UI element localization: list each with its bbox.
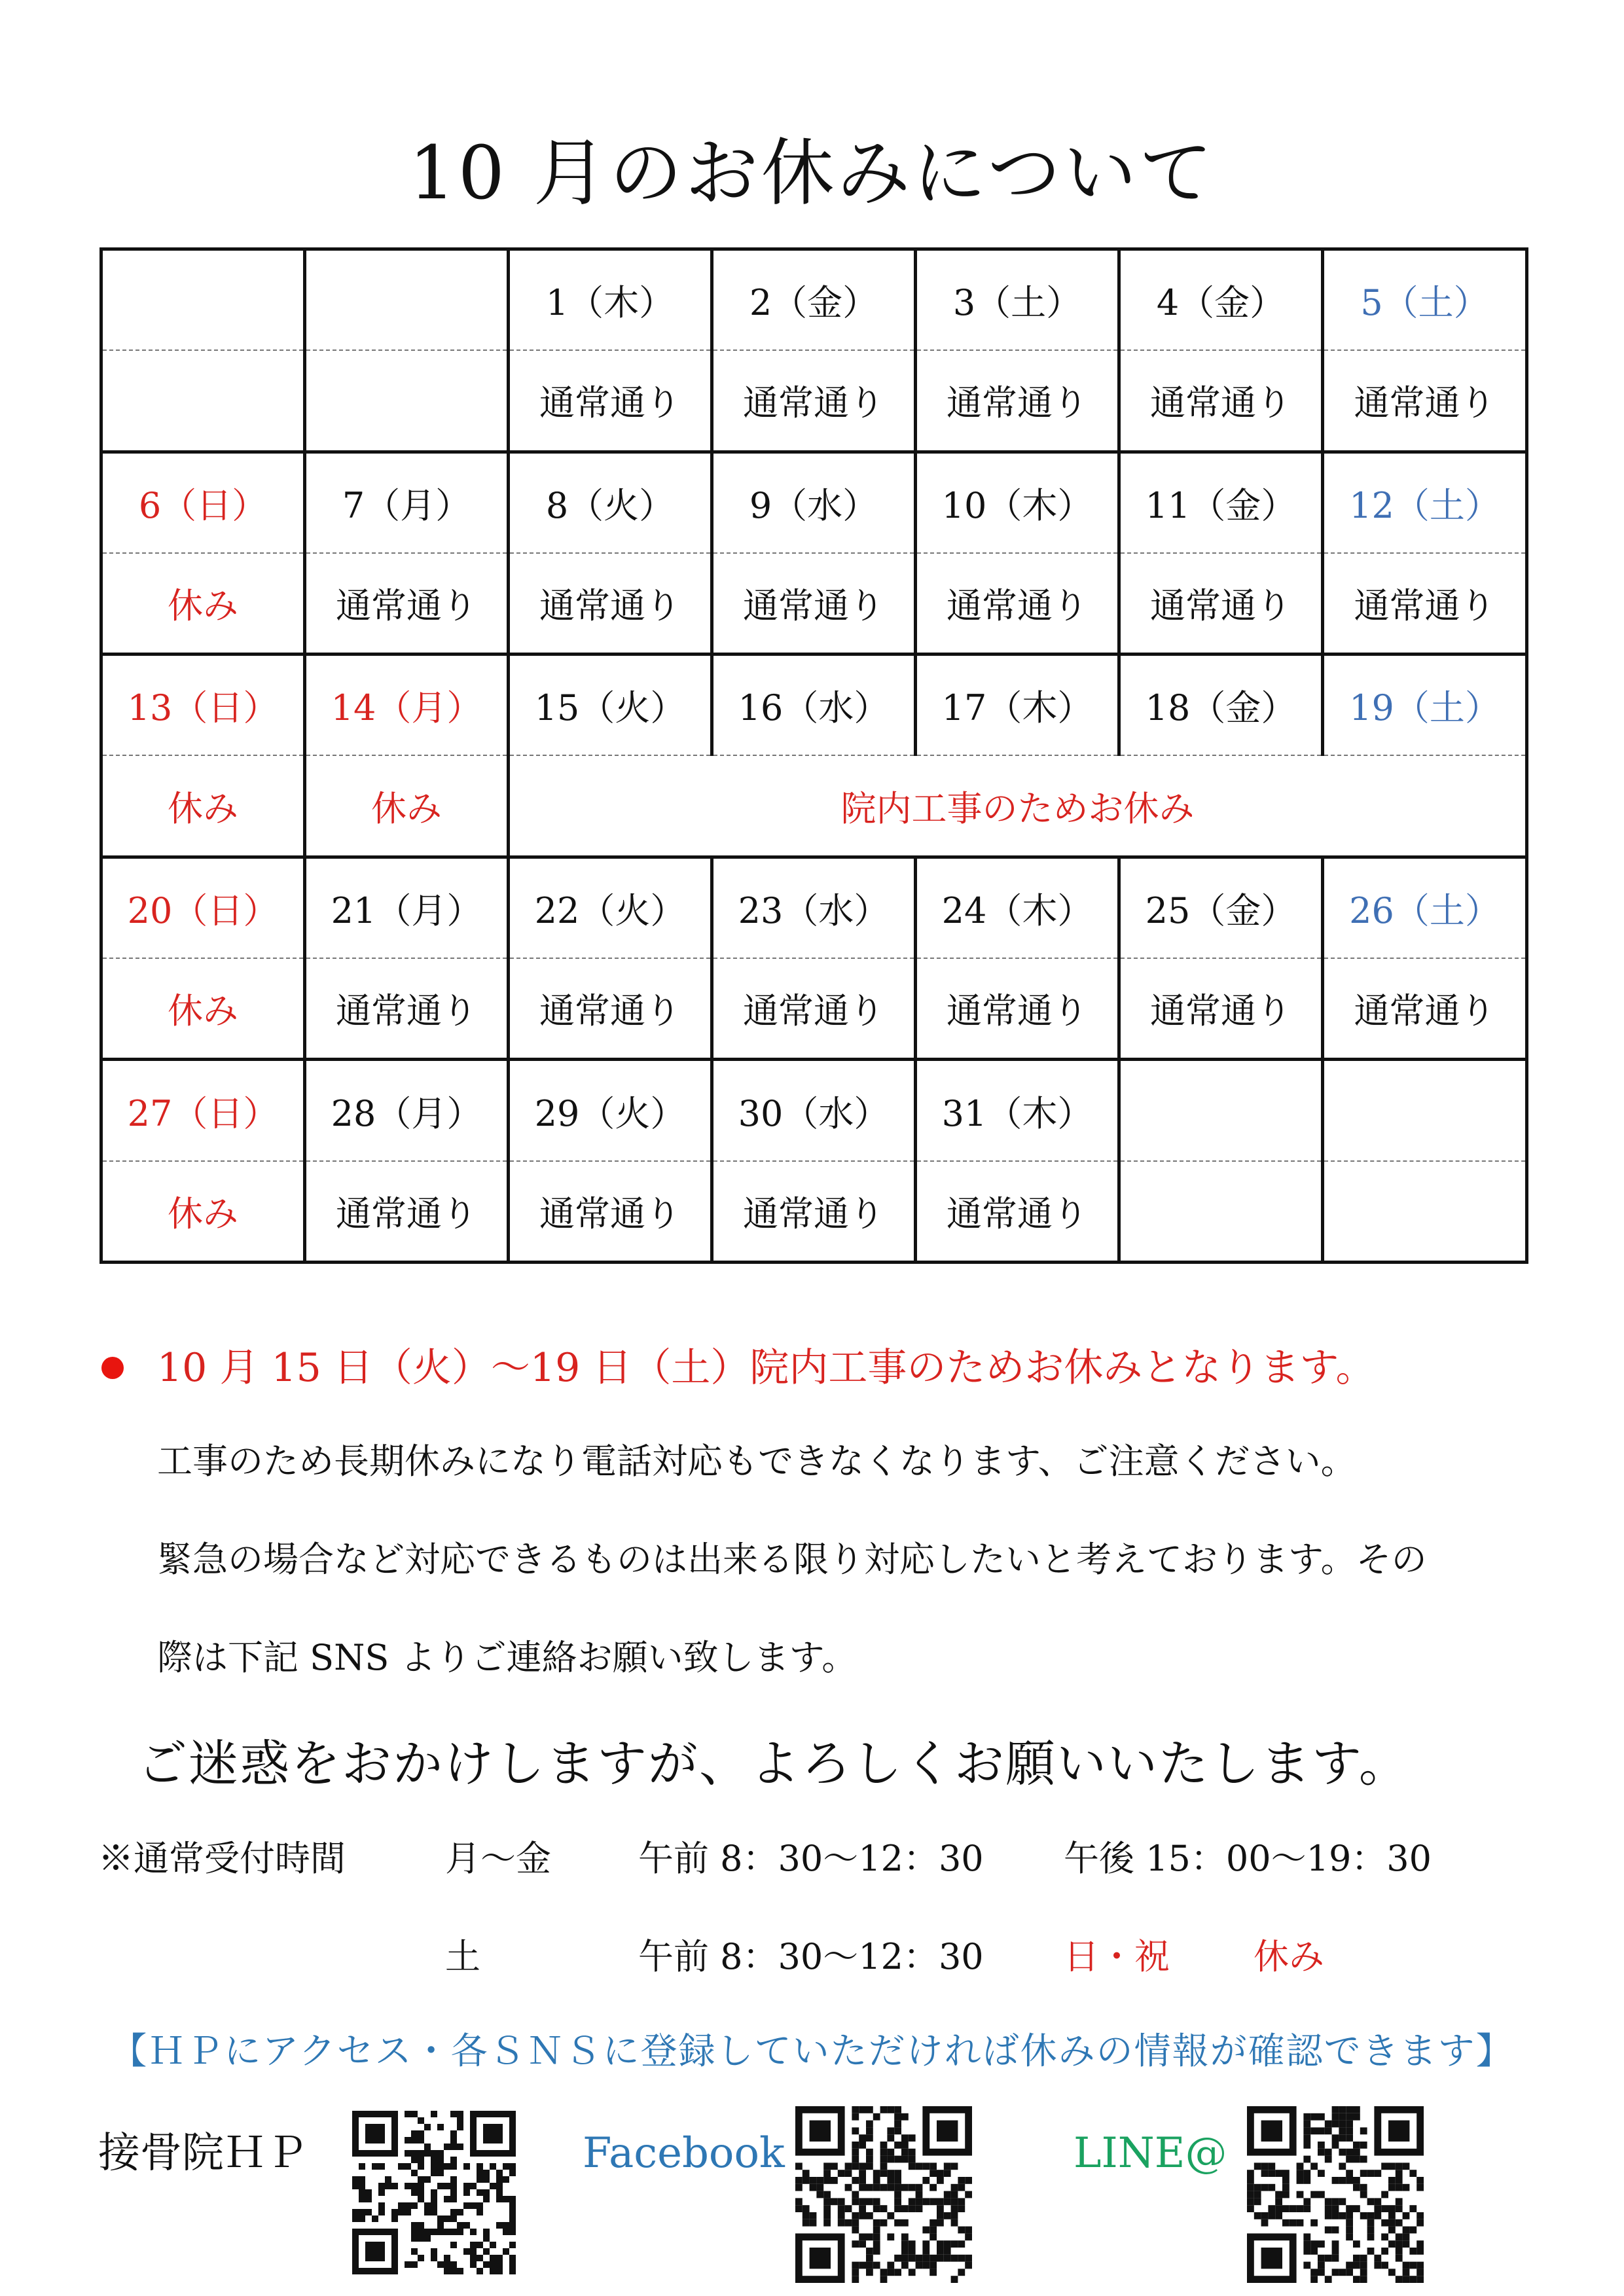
calendar-date-cell: 3（土） (916, 249, 1119, 351)
holiday-calendar (99, 247, 1528, 1264)
calendar-date-cell: 10（木） (916, 452, 1119, 553)
calendar-status-row (101, 553, 1527, 655)
calendar-status-cell: 通常通り (916, 1161, 1119, 1263)
notice-line-3: 際は下記 SNS よりご連絡お願い致します。 (157, 1637, 857, 1678)
calendar-date-cell: 4（金） (1119, 249, 1323, 351)
calendar-date-cell: 6（日） (101, 452, 305, 553)
calendar-date-cell: 18（金） (1119, 655, 1323, 756)
calendar-status-cell (101, 350, 305, 452)
calendar-date-cell: 17（木） (916, 655, 1119, 756)
calendar-date-cell: 31（木） (916, 1060, 1119, 1161)
qr-code-icon[interactable] (1247, 2106, 1424, 2283)
calendar-status-cell: 通常通り (712, 958, 916, 1060)
line-label: LINE@ (1074, 2129, 1227, 2178)
holiday-days: 日・祝 (1064, 1936, 1170, 1977)
calendar-status-cell (305, 350, 509, 452)
calendar-status-cell: 通常通り (712, 553, 916, 655)
calendar-date-cell: 2（金） (712, 249, 916, 351)
calendar-status-cell: 休み (101, 755, 305, 857)
closure-headline: 10 月 15 日（火）～19 日（土）院内工事のためお休みとなります。 (157, 1345, 1375, 1391)
calendar-status-cell: 通常通り (1323, 553, 1527, 655)
notice-line-1: 工事のため長期休みになり電話対応もできなくなります、ご注意ください。 (157, 1441, 1356, 1482)
calendar-status-cell: 休み (101, 1161, 305, 1263)
calendar-date-row (101, 857, 1527, 958)
calendar-status-cell: 通常通り (1323, 350, 1527, 452)
calendar-status-cell: 通常通り (305, 553, 509, 655)
calendar-status-cell: 通常通り (712, 1161, 916, 1263)
facebook-label: Facebook (583, 2129, 785, 2178)
calendar-date-row (101, 655, 1527, 756)
calendar-date-cell: 14（月） (305, 655, 509, 756)
calendar-date-cell: 13（日） (101, 655, 305, 756)
calendar-date-cell (1323, 1060, 1527, 1161)
calendar-status-row (101, 350, 1527, 452)
calendar-status-cell (1119, 1161, 1323, 1263)
calendar-status-cell: 通常通り (305, 1161, 509, 1263)
calendar-status-cell: 通常通り (1323, 958, 1527, 1060)
calendar-date-cell: 25（金） (1119, 857, 1323, 958)
calendar-date-cell: 11（金） (1119, 452, 1323, 553)
calendar-date-cell: 30（水） (712, 1060, 916, 1161)
calendar-status-cell: 通常通り (712, 350, 916, 452)
calendar-date-cell: 20（日） (101, 857, 305, 958)
calendar-status-cell: 通常通り (509, 350, 712, 452)
calendar-date-cell: 8（火） (509, 452, 712, 553)
calendar-status-row (101, 1161, 1527, 1263)
weekday-pm-hours: 午後 15：00～19：30 (1064, 1838, 1432, 1879)
weekday-days: 月～金 (445, 1838, 551, 1879)
bullet-icon (101, 1357, 124, 1379)
calendar-status-cell: 通常通り (305, 958, 509, 1060)
calendar-date-row (101, 249, 1527, 351)
calendar-date-cell: 19（土） (1323, 655, 1527, 756)
calendar-date-cell: 26（土） (1323, 857, 1527, 958)
calendar-date-cell: 7（月） (305, 452, 509, 553)
calendar-date-cell (1119, 1060, 1323, 1161)
calendar-status-cell: 通常通り (509, 553, 712, 655)
calendar-status-cell: 通常通り (509, 958, 712, 1060)
saturday-am-hours: 午前 8：30～12：30 (638, 1936, 984, 1977)
holiday-status: 休み (1254, 1936, 1324, 1977)
sns-banner: 【ＨＰにアクセス・各ＳＮＳに登録していただければ休みの情報が確認できます】 (110, 2030, 1514, 2073)
qr-code-icon[interactable] (795, 2106, 972, 2283)
calendar-date-cell: 22（火） (509, 857, 712, 958)
calendar-status-row (101, 958, 1527, 1060)
apology-message: ご迷惑をおかけしますが、よろしくお願いいたします。 (137, 1734, 1410, 1793)
calendar-status-cell: 休み (101, 553, 305, 655)
closure-notice (0, 1335, 1624, 1401)
calendar-date-row (101, 1060, 1527, 1161)
calendar-status-cell (1323, 1161, 1527, 1263)
calendar-date-cell: 9（水） (712, 452, 916, 553)
hours-label: ※通常受付時間 (98, 1838, 346, 1879)
calendar-date-cell (101, 249, 305, 351)
calendar-status-cell: 通常通り (916, 553, 1119, 655)
qr-code-icon[interactable] (352, 2111, 516, 2274)
calendar-date-cell: 29（火） (509, 1060, 712, 1161)
calendar-date-cell: 5（土） (1323, 249, 1527, 351)
calendar-status-cell: 院内工事のためお休み (509, 755, 1527, 857)
calendar-date-cell (305, 249, 509, 351)
calendar-status-row (101, 755, 1527, 857)
calendar-date-cell: 21（月） (305, 857, 509, 958)
calendar-date-cell: 28（月） (305, 1060, 509, 1161)
page-title: 10 月のお休みについて (408, 131, 1216, 216)
calendar-status-cell: 通常通り (916, 350, 1119, 452)
calendar-date-cell: 1（木） (509, 249, 712, 351)
saturday-days: 土 (445, 1936, 480, 1977)
calendar-status-cell: 通常通り (1119, 350, 1323, 452)
calendar-date-cell: 12（土） (1323, 452, 1527, 553)
calendar-date-cell: 24（木） (916, 857, 1119, 958)
calendar-date-row (101, 452, 1527, 553)
calendar-status-cell: 通常通り (509, 1161, 712, 1263)
hp-label: 接骨院ＨＰ (98, 2129, 308, 2178)
calendar-date-cell: 16（水） (712, 655, 916, 756)
calendar-date-cell: 27（日） (101, 1060, 305, 1161)
calendar-status-cell: 休み (305, 755, 509, 857)
calendar-date-cell: 15（火） (509, 655, 712, 756)
calendar-status-cell: 通常通り (1119, 958, 1323, 1060)
calendar-status-cell: 通常通り (1119, 553, 1323, 655)
notice-line-2: 緊急の場合など対応できるものは出来る限り対応したいと考えております。その (157, 1539, 1427, 1580)
calendar-status-cell: 通常通り (916, 958, 1119, 1060)
weekday-am-hours: 午前 8：30～12：30 (638, 1838, 984, 1879)
calendar-date-cell: 23（水） (712, 857, 916, 958)
calendar-status-cell: 休み (101, 958, 305, 1060)
